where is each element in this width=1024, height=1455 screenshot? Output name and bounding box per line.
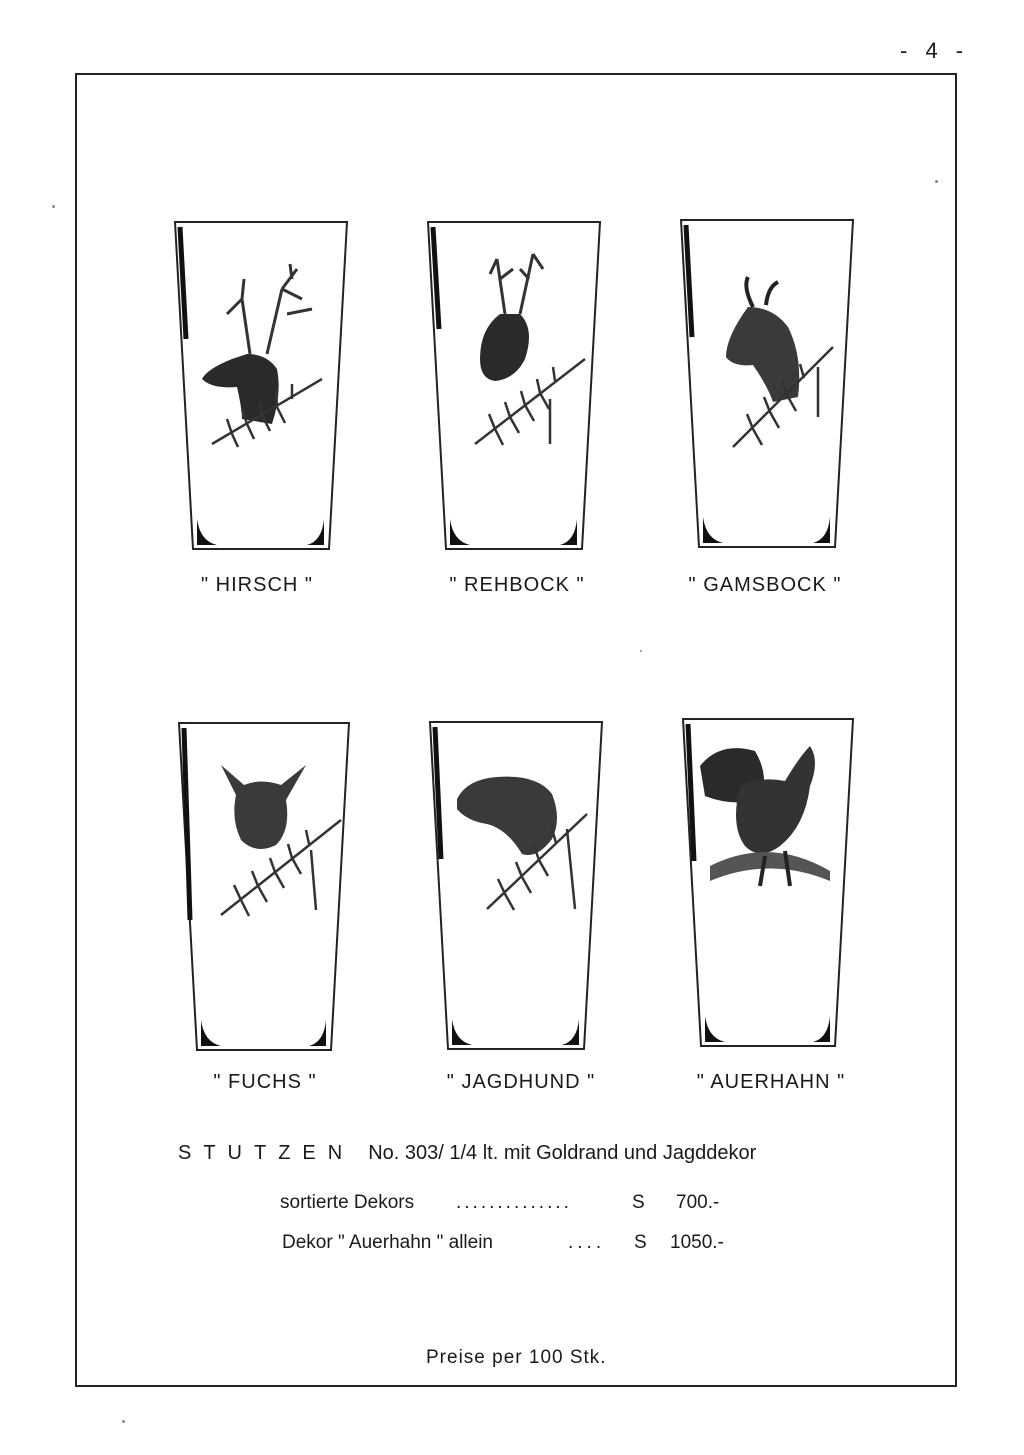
capercaillie-icon [700,746,830,886]
price-currency: S [632,1192,645,1213]
fox-icon [221,765,341,916]
price-footnote: Preise per 100 Stk. [426,1347,607,1368]
glass-label-fuchs: " FUCHS " [213,1071,317,1093]
glass-fuchs [176,720,352,1056]
price-label: Dekor " Auerhahn " allein [282,1232,494,1253]
glass-label-auerhahn: " AUERHAHN " [696,1071,846,1093]
scan-speck [935,180,938,183]
glass-label-rehbock: " REHBOCK " [449,574,585,596]
price-row-auerhahn [282,1232,724,1254]
glass-gamsbock [678,217,856,553]
price-amount: 700.- [676,1192,720,1213]
price-label: sortierte Dekors [280,1192,415,1213]
product-name: STUTZEN [178,1142,355,1164]
hunting-dog-icon [457,777,587,910]
glass-label-gamsbock: " GAMSBOCK " [688,574,842,596]
chamois-icon [726,277,833,447]
price-row-assorted [280,1192,719,1214]
page-number: - 4 - [900,38,970,63]
scan-speck [122,1420,125,1423]
price-dots: .... [568,1232,606,1253]
price-amount: 1050.- [670,1232,724,1253]
glass-auerhahn [680,716,856,1052]
glass-rehbock [425,219,603,555]
glass-label-hirsch: " HIRSCH " [201,574,313,596]
glass-hirsch [172,219,350,555]
scan-speck [640,650,642,652]
product-line [178,1142,756,1165]
product-description: No. 303/ 1/4 lt. mit Goldrand und Jagddekor [368,1142,757,1164]
roebuck-icon [475,254,585,445]
stag-icon [202,264,322,447]
glass-jagdhund [427,719,605,1055]
glass-label-jagdhund: " JAGDHUND " [446,1071,596,1093]
scan-speck [52,205,55,208]
price-dots: .............. [456,1192,572,1213]
price-currency: S [634,1232,647,1253]
